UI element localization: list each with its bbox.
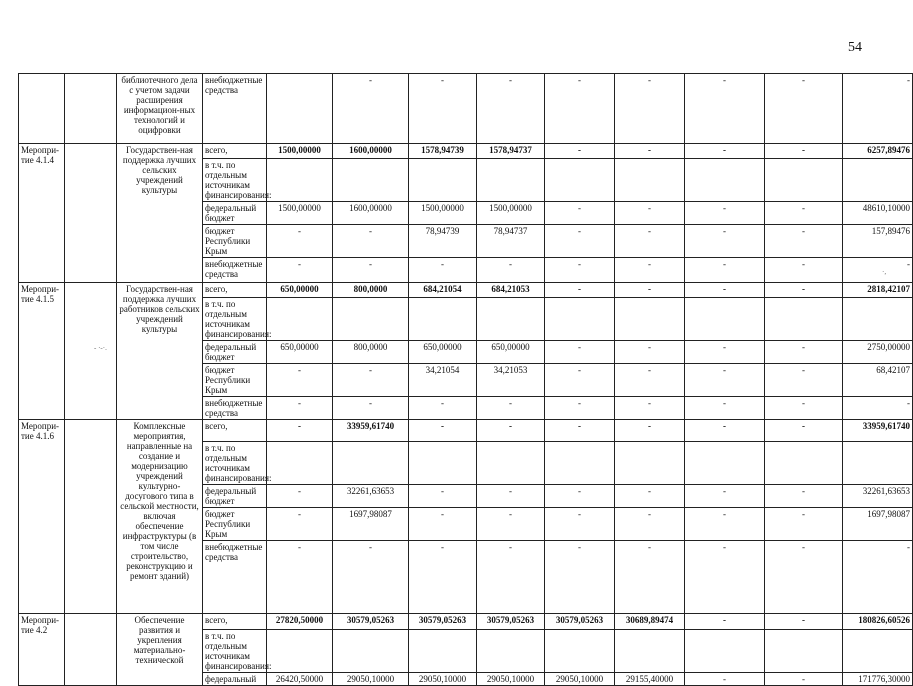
- value-cell: -: [685, 225, 765, 258]
- value-cell: -: [545, 420, 615, 442]
- value-cell: 1578,94737: [477, 144, 545, 159]
- funding-source: внебюджетные средства: [203, 258, 267, 283]
- value-cell: [615, 298, 685, 341]
- value-cell: -: [615, 397, 685, 420]
- value-cell: -: [477, 420, 545, 442]
- funding-source: в т.ч. по отдельным источникам финансирования:: [203, 442, 267, 485]
- value-cell: [545, 442, 615, 485]
- value-cell: -: [409, 541, 477, 614]
- value-cell: [615, 630, 685, 673]
- value-cell: -: [685, 364, 765, 397]
- funding-source: бюджет Республики Крым: [203, 225, 267, 258]
- value-cell: [843, 442, 913, 485]
- budget-table: [18, 73, 913, 686]
- value-cell: -: [615, 364, 685, 397]
- value-cell: 30579,05263: [409, 614, 477, 630]
- page-number: 54: [848, 40, 862, 55]
- value-cell: 650,00000: [409, 341, 477, 364]
- value-cell: -: [615, 508, 685, 541]
- value-cell: -: [765, 341, 843, 364]
- value-cell: [333, 298, 409, 341]
- funding-source: всего,: [203, 144, 267, 159]
- value-cell: 1600,00000: [333, 202, 409, 225]
- value-cell: 26420,50000: [267, 673, 333, 686]
- value-cell: [409, 442, 477, 485]
- value-cell: -: [765, 74, 843, 144]
- value-cell: 2818,42107: [843, 283, 913, 298]
- funding-source: федеральный бюджет: [203, 341, 267, 364]
- value-cell: [477, 298, 545, 341]
- value-cell: -: [765, 283, 843, 298]
- measure-name: Государствен-ная поддержка лучших работников сельских учреждений культуры: [117, 283, 203, 420]
- value-cell: [545, 630, 615, 673]
- value-cell: [685, 630, 765, 673]
- value-cell: -: [765, 673, 843, 686]
- value-cell: -: [267, 541, 333, 614]
- value-cell: 32261,63653: [333, 485, 409, 508]
- value-cell: -: [267, 364, 333, 397]
- value-cell: 180826,60526: [843, 614, 913, 630]
- executor-cell: [65, 144, 117, 283]
- value-cell: [843, 298, 913, 341]
- value-cell: [765, 442, 843, 485]
- value-cell: -: [843, 541, 913, 614]
- value-cell: -: [267, 258, 333, 283]
- value-cell: -: [685, 541, 765, 614]
- value-cell: -: [765, 202, 843, 225]
- value-cell: -: [685, 341, 765, 364]
- value-cell: 30579,05263: [333, 614, 409, 630]
- value-cell: [267, 442, 333, 485]
- value-cell: -: [333, 541, 409, 614]
- value-cell: 1578,94739: [409, 144, 477, 159]
- value-cell: -: [685, 283, 765, 298]
- value-cell: [685, 159, 765, 202]
- value-cell: 684,21053: [477, 283, 545, 298]
- value-cell: -: [409, 258, 477, 283]
- value-cell: -: [333, 258, 409, 283]
- executor-cell: [65, 420, 117, 614]
- value-cell: 650,00000: [267, 283, 333, 298]
- continued-row: [19, 74, 913, 144]
- value-cell: 1500,00000: [267, 144, 333, 159]
- value-cell: 29050,10000: [545, 673, 615, 686]
- value-cell: 2750,00000: [843, 341, 913, 364]
- value-cell: [843, 630, 913, 673]
- value-cell: -: [267, 420, 333, 442]
- value-cell: -: [765, 541, 843, 614]
- measure-name: Обеспечение развития и укрепления материально-технической: [117, 614, 203, 686]
- value-cell: 171776,30000: [843, 673, 913, 686]
- scan-mark: - ·-·.: [94, 344, 107, 352]
- value-cell: [267, 630, 333, 673]
- value-cell: -: [333, 397, 409, 420]
- value-cell: -: [615, 420, 685, 442]
- value-cell: [765, 630, 843, 673]
- value-cell: -: [267, 508, 333, 541]
- value-cell: [477, 159, 545, 202]
- measure-name: Государствен-ная поддержка лучших сельских учреждений культуры: [117, 144, 203, 283]
- value-cell: -: [685, 74, 765, 144]
- value-cell: -: [765, 225, 843, 258]
- funding-source: всего,: [203, 283, 267, 298]
- value-cell: -: [333, 74, 409, 144]
- value-cell: -: [477, 541, 545, 614]
- value-cell: -: [545, 541, 615, 614]
- value-cell: -: [545, 202, 615, 225]
- value-cell: [765, 159, 843, 202]
- funding-source: бюджет Республики Крым: [203, 364, 267, 397]
- executor-cell: [65, 614, 117, 686]
- measure-code: Меропри-тие 4.1.5: [19, 283, 65, 420]
- table-row: [19, 614, 913, 630]
- value-cell: -: [409, 508, 477, 541]
- value-cell: -: [409, 485, 477, 508]
- value-cell: [333, 442, 409, 485]
- funding-source: федеральный бюджет: [203, 485, 267, 508]
- value-cell: [545, 298, 615, 341]
- value-cell: -: [267, 225, 333, 258]
- value-cell: -: [477, 485, 545, 508]
- value-cell: [685, 298, 765, 341]
- value-cell: -: [545, 74, 615, 144]
- value-cell: -: [685, 202, 765, 225]
- value-cell: 29155,40000: [615, 673, 685, 686]
- scan-mark: ·,: [882, 268, 887, 276]
- value-cell: -: [409, 397, 477, 420]
- value-cell: 1697,98087: [333, 508, 409, 541]
- value-cell: 33959,61740: [333, 420, 409, 442]
- executor-cell: [65, 283, 117, 420]
- value-cell: -: [545, 225, 615, 258]
- value-cell: [615, 159, 685, 202]
- value-cell: -: [765, 420, 843, 442]
- value-cell: -: [615, 485, 685, 508]
- value-cell: -: [843, 258, 913, 283]
- value-cell: 800,0000: [333, 341, 409, 364]
- value-cell: 1500,00000: [267, 202, 333, 225]
- value-cell: -: [409, 74, 477, 144]
- funding-source: в т.ч. по отдельным источникам финансирования:: [203, 630, 267, 673]
- measure-code: Меропри-тие 4.1.4: [19, 144, 65, 283]
- value-cell: 29050,10000: [333, 673, 409, 686]
- value-cell: [267, 298, 333, 341]
- value-cell: -: [545, 341, 615, 364]
- value-cell: -: [267, 397, 333, 420]
- value-cell: -: [545, 397, 615, 420]
- value-cell: -: [765, 397, 843, 420]
- value-cell: 78,94739: [409, 225, 477, 258]
- value-cell: -: [765, 258, 843, 283]
- value-cell: -: [685, 614, 765, 630]
- value-cell: -: [477, 397, 545, 420]
- value-cell: [409, 159, 477, 202]
- value-cell: 1600,00000: [333, 144, 409, 159]
- table-row: [19, 144, 913, 159]
- value-cell: -: [843, 74, 913, 144]
- value-cell: -: [545, 485, 615, 508]
- value-cell: [333, 159, 409, 202]
- funding-source: всего,: [203, 614, 267, 630]
- funding-source: всего,: [203, 420, 267, 442]
- value-cell: [477, 442, 545, 485]
- value-cell: -: [615, 341, 685, 364]
- value-cell: -: [545, 283, 615, 298]
- value-cell: -: [685, 258, 765, 283]
- value-cell: [843, 159, 913, 202]
- value-cell: 29050,10000: [409, 673, 477, 686]
- value-cell: -: [615, 541, 685, 614]
- value-cell: -: [615, 202, 685, 225]
- value-cell: -: [409, 420, 477, 442]
- value-cell: -: [545, 258, 615, 283]
- value-cell: 33959,61740: [843, 420, 913, 442]
- value-cell: 157,89476: [843, 225, 913, 258]
- measure-code: Меропри-тие 4.1.6: [19, 420, 65, 614]
- value-cell: 78,94737: [477, 225, 545, 258]
- value-cell: -: [765, 364, 843, 397]
- value-cell: 34,21054: [409, 364, 477, 397]
- table-row: [19, 420, 913, 442]
- value-cell: -: [615, 225, 685, 258]
- value-cell: 30689,89474: [615, 614, 685, 630]
- value-cell: 650,00000: [477, 341, 545, 364]
- value-cell: [333, 630, 409, 673]
- value-cell: -: [267, 485, 333, 508]
- measure-name: Комплексные мероприятия, направленные на создание и модернизацию учреждений культурно-досугового типа в сельской местности, включая обеспечение инфраструктуры (в том числе строительство, реконструкцию и ремонт зданий): [117, 420, 203, 614]
- value-cell: [267, 74, 333, 144]
- value-cell: [267, 159, 333, 202]
- value-cell: [685, 442, 765, 485]
- measure-code: [19, 74, 65, 144]
- measure-code: Меропри-тие 4.2: [19, 614, 65, 686]
- funding-source: внебюджетные средства: [203, 541, 267, 614]
- value-cell: 27820,50000: [267, 614, 333, 630]
- value-cell: [409, 630, 477, 673]
- measure-name: библиотечного дела с учетом задачи расширения информацион-ных технологий и оцифровки: [117, 74, 203, 144]
- value-cell: 68,42107: [843, 364, 913, 397]
- value-cell: -: [843, 397, 913, 420]
- value-cell: [765, 298, 843, 341]
- funding-source: федеральный бюджет: [203, 202, 267, 225]
- value-cell: -: [685, 144, 765, 159]
- value-cell: [615, 442, 685, 485]
- value-cell: -: [477, 508, 545, 541]
- value-cell: -: [615, 258, 685, 283]
- funding-source: внебюджетные средства: [203, 74, 267, 144]
- value-cell: -: [685, 420, 765, 442]
- value-cell: 6257,89476: [843, 144, 913, 159]
- value-cell: 650,00000: [267, 341, 333, 364]
- value-cell: [477, 630, 545, 673]
- value-cell: 34,21053: [477, 364, 545, 397]
- value-cell: 29050,10000: [477, 673, 545, 686]
- value-cell: -: [477, 74, 545, 144]
- value-cell: 1500,00000: [477, 202, 545, 225]
- value-cell: 32261,63653: [843, 485, 913, 508]
- value-cell: 1500,00000: [409, 202, 477, 225]
- funding-source: в т.ч. по отдельным источникам финансирования:: [203, 298, 267, 341]
- funding-source: внебюджетные средства: [203, 397, 267, 420]
- value-cell: -: [685, 673, 765, 686]
- value-cell: -: [545, 144, 615, 159]
- value-cell: 30579,05263: [545, 614, 615, 630]
- value-cell: -: [685, 485, 765, 508]
- value-cell: -: [615, 144, 685, 159]
- value-cell: -: [765, 508, 843, 541]
- value-cell: -: [545, 364, 615, 397]
- value-cell: 1697,98087: [843, 508, 913, 541]
- value-cell: [545, 159, 615, 202]
- funding-source: федеральный: [203, 673, 267, 686]
- value-cell: 48610,10000: [843, 202, 913, 225]
- table-row: [19, 283, 913, 298]
- value-cell: -: [765, 485, 843, 508]
- value-cell: -: [765, 614, 843, 630]
- value-cell: 684,21054: [409, 283, 477, 298]
- funding-source: бюджет Республики Крым: [203, 508, 267, 541]
- value-cell: -: [333, 364, 409, 397]
- value-cell: [409, 298, 477, 341]
- value-cell: -: [477, 258, 545, 283]
- executor-cell: [65, 74, 117, 144]
- value-cell: -: [685, 397, 765, 420]
- value-cell: 30579,05263: [477, 614, 545, 630]
- value-cell: -: [615, 283, 685, 298]
- value-cell: -: [333, 225, 409, 258]
- value-cell: -: [685, 508, 765, 541]
- value-cell: 800,0000: [333, 283, 409, 298]
- value-cell: -: [545, 508, 615, 541]
- funding-source: в т.ч. по отдельным источникам финансирования:: [203, 159, 267, 202]
- value-cell: -: [765, 144, 843, 159]
- value-cell: -: [615, 74, 685, 144]
